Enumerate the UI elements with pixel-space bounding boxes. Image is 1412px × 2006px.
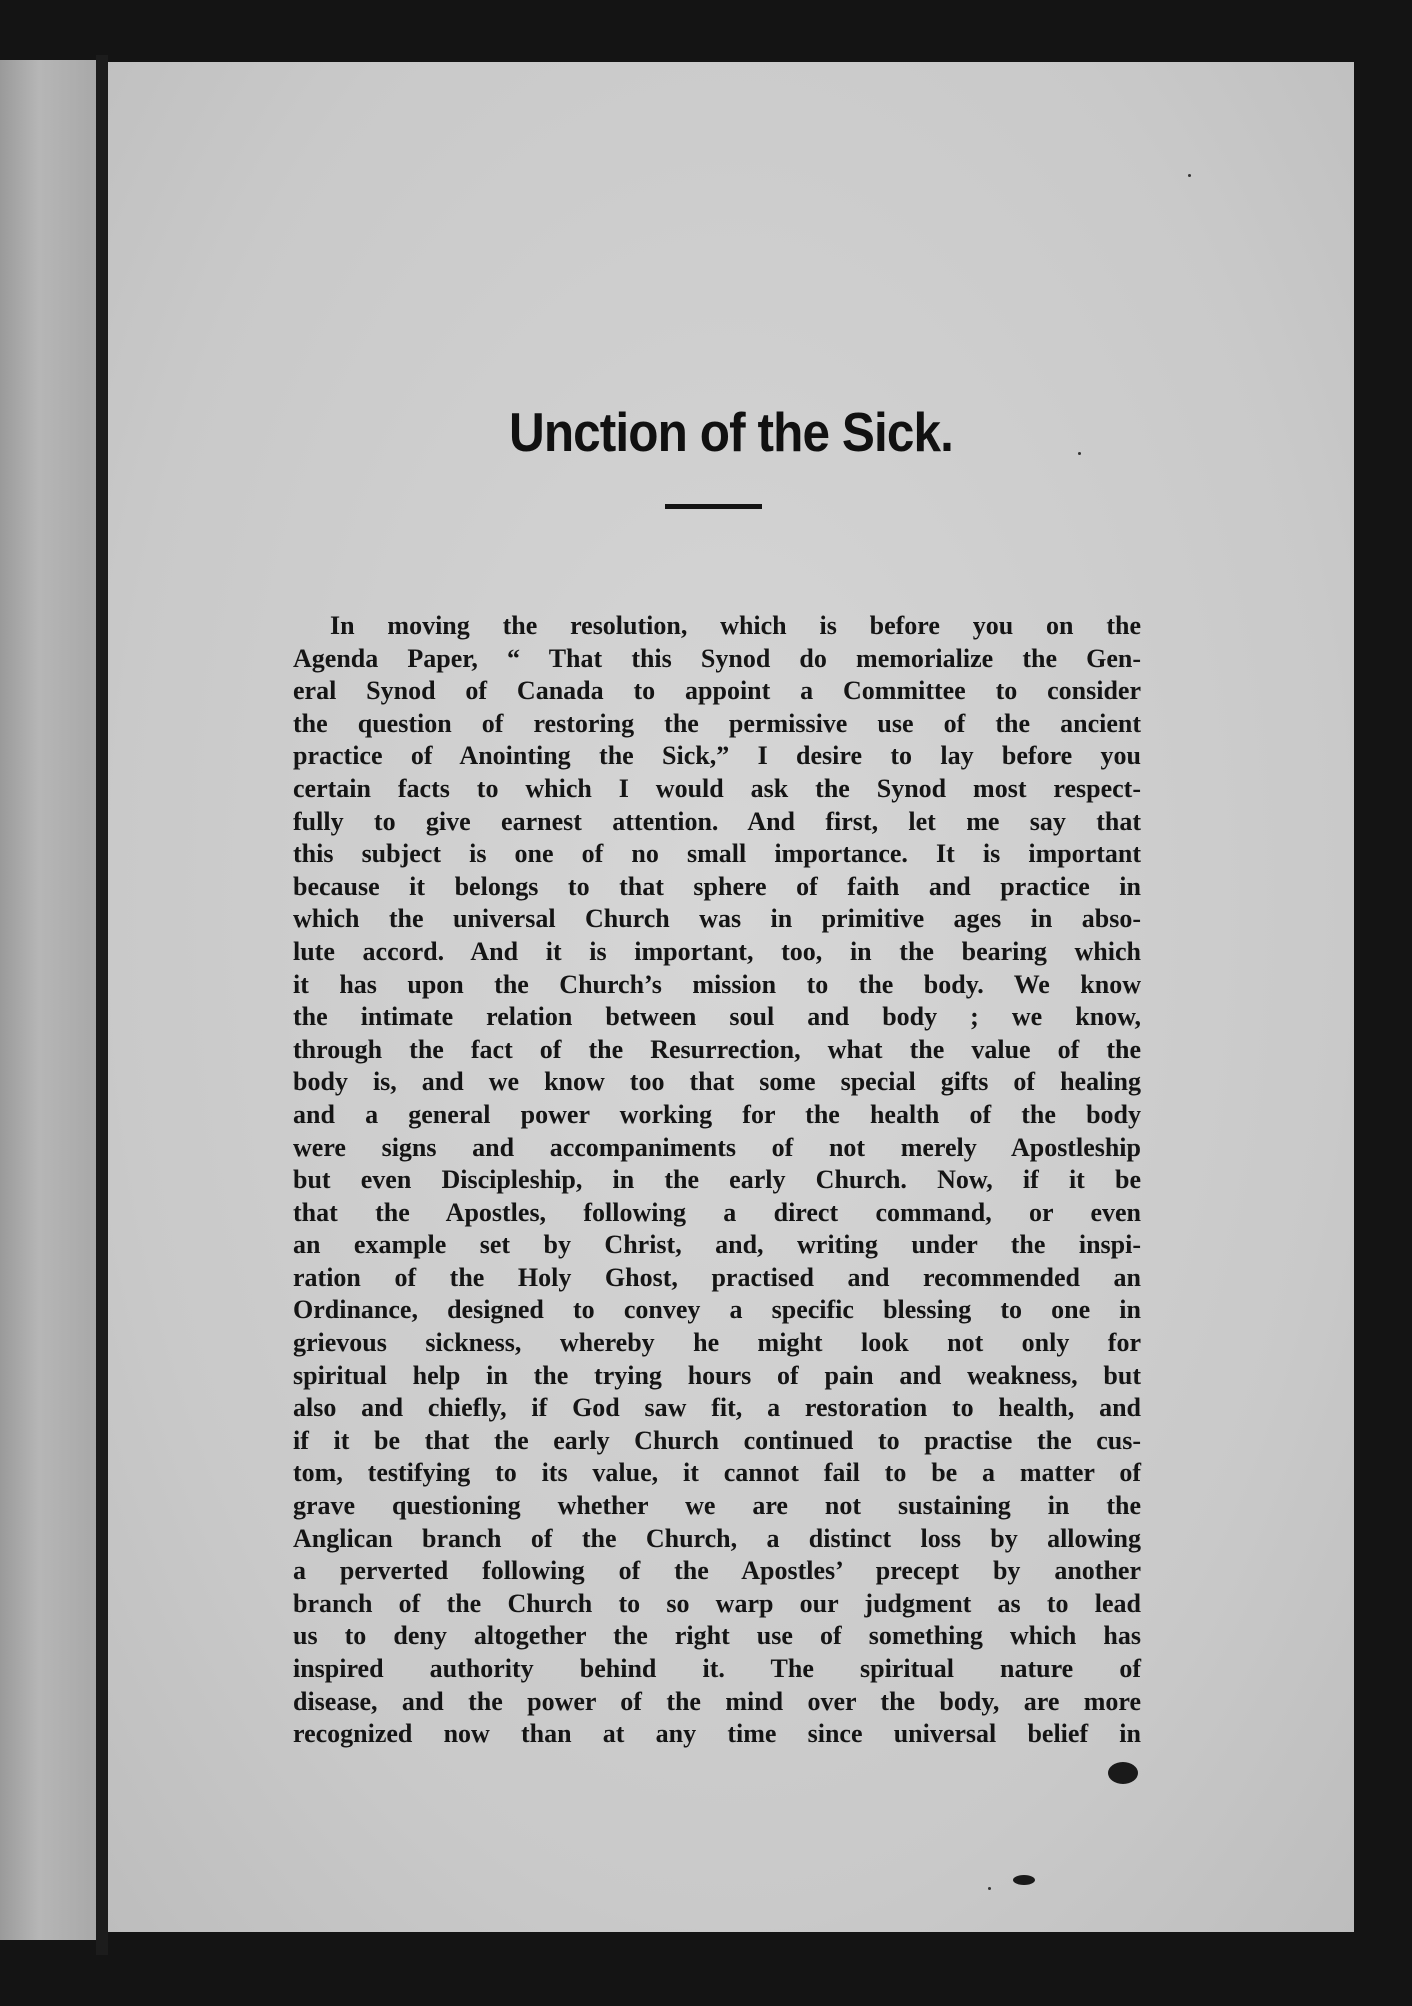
ink-smudge [1013,1875,1035,1885]
text-line: spiritual help in the trying hours of pain and weakness, but [293,1360,1141,1390]
text-line: fully to give earnest attention. And first, let me say that [293,806,1141,836]
text-line: also and chiefly, if God saw fit, a restoration to health, and [293,1393,1141,1423]
paper-speck [988,1887,991,1890]
text-line: inspired authority behind it. The spiritual nature of [293,1654,1141,1683]
text-line: if it be that the early Church continued to practise the cus- [293,1425,1141,1455]
paper-speck [1188,174,1191,177]
text-line: ration of the Holy Ghost, practised and recommended an [293,1262,1141,1292]
text-line: disease, and the power of the mind over the body, are more [293,1686,1141,1716]
text-line: body is, and we know too that some special gifts of healing [293,1067,1141,1097]
text-line: the question of restoring the permissive use of the ancient [293,708,1141,738]
text-line: eral Synod of Canada to appoint a Committee to consider [293,676,1141,706]
text-line: an example set by Christ, and, writing under the inspi- [293,1230,1141,1260]
text-line: were signs and accompaniments of not merely Apostleship [293,1132,1141,1162]
ink-smudge [1108,1762,1138,1784]
text-line: branch of the Church to so warp our judgment as to lead [293,1588,1141,1618]
text-line: lute accord. And it is important, too, in the bearing which [293,936,1141,966]
title-rule [665,504,762,509]
text-line: because it belongs to that sphere of faith and practice in [293,871,1141,901]
text-line: tom, testifying to its value, it cannot fail to be a matter of [293,1458,1141,1488]
text-line: it has upon the Church’s mission to the body. We know [293,969,1141,999]
text-line: grievous sickness, whereby he might look not only for [293,1328,1141,1358]
text-line: and a general power working for the health of the body [293,1099,1141,1129]
facing-page-edge [0,60,98,1940]
text-line: that the Apostles, following a direct command, or even [293,1197,1141,1227]
text-line: grave questioning whether we are not sustaining in the [293,1491,1141,1521]
text-line: In moving the resolution, which is before you on the [330,611,1141,640]
text-line: recognized now than at any time since universal belief in [293,1719,1141,1749]
text-line: Anglican branch of the Church, a distinct loss by allowing [293,1523,1141,1553]
text-line: this subject is one of no small importance. It is important [293,839,1141,869]
body-paragraph [293,610,1141,1751]
paper-speck [1078,452,1081,455]
text-line: Ordinance, designed to convey a specific blessing to one in [293,1295,1141,1325]
text-line: a perverted following of the Apostles’ precept by another [293,1556,1141,1586]
text-line: the intimate relation between soul and body ; we know, [293,1002,1141,1032]
text-line: which the universal Church was in primitive ages in abso- [293,904,1141,934]
text-line: certain facts to which I would ask the Synod most respect- [293,773,1141,803]
text-line: Agenda Paper, “ That this Synod do memorialize the Gen- [293,643,1141,673]
text-line: practice of Anointing the Sick,” I desire to lay before you [293,741,1141,771]
text-line: through the fact of the Resurrection, what the value of the [293,1034,1141,1064]
text-line: but even Discipleship, in the early Church. Now, if it be [293,1165,1141,1195]
book-spine [96,55,108,1955]
text-line: us to deny altogether the right use of something which has [293,1621,1141,1651]
page-title: Unction of the Sick. [508,401,954,463]
document-page [108,62,1354,1932]
